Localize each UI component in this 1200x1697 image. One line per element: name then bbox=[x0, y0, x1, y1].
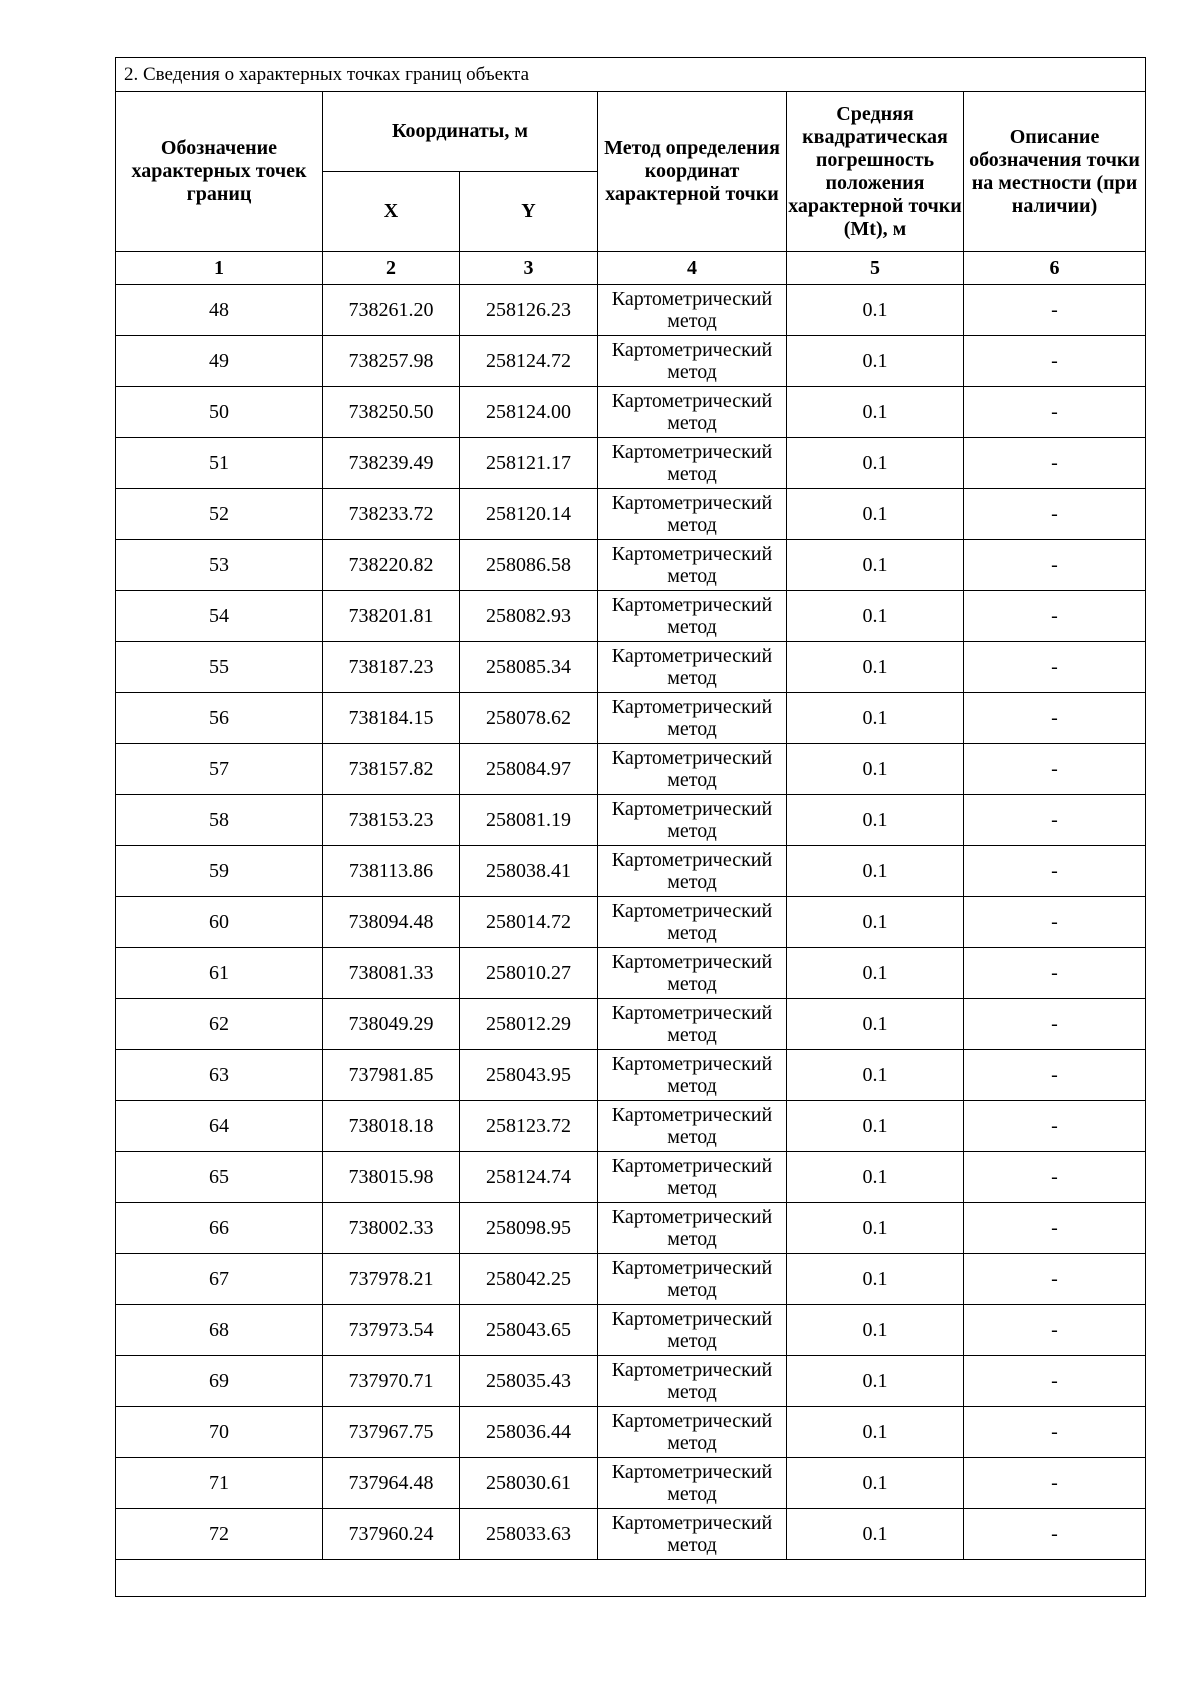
y-coordinate-cell: 258036.44 bbox=[460, 1407, 598, 1458]
table-row bbox=[116, 999, 1146, 1050]
x-coordinate-cell: 738187.23 bbox=[323, 642, 460, 693]
y-coordinate-cell: 258012.29 bbox=[460, 999, 598, 1050]
x-coordinate-cell: 737960.24 bbox=[323, 1509, 460, 1560]
point-cell: 61 bbox=[116, 948, 323, 999]
description-cell: - bbox=[964, 1203, 1146, 1254]
column-number: 5 bbox=[787, 252, 964, 285]
error-cell: 0.1 bbox=[787, 285, 964, 336]
header-method: Метод определения координат характерной точки bbox=[598, 92, 787, 252]
x-coordinate-cell: 738015.98 bbox=[323, 1152, 460, 1203]
error-cell: 0.1 bbox=[787, 1050, 964, 1101]
x-coordinate-cell: 738002.33 bbox=[323, 1203, 460, 1254]
point-cell: 59 bbox=[116, 846, 323, 897]
point-cell: 48 bbox=[116, 285, 323, 336]
x-coordinate-cell: 737978.21 bbox=[323, 1254, 460, 1305]
y-coordinate-cell: 258033.63 bbox=[460, 1509, 598, 1560]
method-cell: Картометрический метод bbox=[598, 1458, 787, 1509]
description-cell: - bbox=[964, 999, 1146, 1050]
description-cell: - bbox=[964, 1254, 1146, 1305]
method-cell: Картометрический метод bbox=[598, 1254, 787, 1305]
x-coordinate-cell: 738257.98 bbox=[323, 336, 460, 387]
y-coordinate-cell: 258086.58 bbox=[460, 540, 598, 591]
table-row bbox=[116, 540, 1146, 591]
method-cell: Картометрический метод bbox=[598, 693, 787, 744]
point-cell: 51 bbox=[116, 438, 323, 489]
method-cell: Картометрический метод bbox=[598, 489, 787, 540]
x-coordinate-cell: 738049.29 bbox=[323, 999, 460, 1050]
y-coordinate-cell: 258124.00 bbox=[460, 387, 598, 438]
description-cell: - bbox=[964, 489, 1146, 540]
error-cell: 0.1 bbox=[787, 846, 964, 897]
header-y: Y bbox=[460, 172, 598, 252]
point-cell: 65 bbox=[116, 1152, 323, 1203]
description-cell: - bbox=[964, 948, 1146, 999]
table-row bbox=[116, 1407, 1146, 1458]
column-number: 4 bbox=[598, 252, 787, 285]
error-cell: 0.1 bbox=[787, 1407, 964, 1458]
method-cell: Картометрический метод bbox=[598, 1152, 787, 1203]
error-cell: 0.1 bbox=[787, 336, 964, 387]
y-coordinate-cell: 258121.17 bbox=[460, 438, 598, 489]
error-cell: 0.1 bbox=[787, 1305, 964, 1356]
error-cell: 0.1 bbox=[787, 1101, 964, 1152]
error-cell: 0.1 bbox=[787, 897, 964, 948]
point-cell: 71 bbox=[116, 1458, 323, 1509]
table-row bbox=[116, 285, 1146, 336]
description-cell: - bbox=[964, 897, 1146, 948]
description-cell: - bbox=[964, 1305, 1146, 1356]
description-cell: - bbox=[964, 795, 1146, 846]
description-cell: - bbox=[964, 1152, 1146, 1203]
y-coordinate-cell: 258124.72 bbox=[460, 336, 598, 387]
point-cell: 67 bbox=[116, 1254, 323, 1305]
table-row bbox=[116, 1152, 1146, 1203]
point-cell: 53 bbox=[116, 540, 323, 591]
error-cell: 0.1 bbox=[787, 591, 964, 642]
table-row bbox=[116, 693, 1146, 744]
method-cell: Картометрический метод bbox=[598, 1305, 787, 1356]
method-cell: Картометрический метод bbox=[598, 1509, 787, 1560]
x-coordinate-cell: 738250.50 bbox=[323, 387, 460, 438]
table-row bbox=[116, 387, 1146, 438]
table-row bbox=[116, 1254, 1146, 1305]
y-coordinate-cell: 258043.95 bbox=[460, 1050, 598, 1101]
description-cell: - bbox=[964, 336, 1146, 387]
table-row bbox=[116, 489, 1146, 540]
point-cell: 52 bbox=[116, 489, 323, 540]
y-coordinate-cell: 258042.25 bbox=[460, 1254, 598, 1305]
x-coordinate-cell: 737967.75 bbox=[323, 1407, 460, 1458]
document-sheet bbox=[115, 57, 1145, 1597]
point-cell: 56 bbox=[116, 693, 323, 744]
method-cell: Картометрический метод bbox=[598, 1407, 787, 1458]
y-coordinate-cell: 258085.34 bbox=[460, 642, 598, 693]
error-cell: 0.1 bbox=[787, 1203, 964, 1254]
y-coordinate-cell: 258126.23 bbox=[460, 285, 598, 336]
y-coordinate-cell: 258098.95 bbox=[460, 1203, 598, 1254]
table-row bbox=[116, 438, 1146, 489]
error-cell: 0.1 bbox=[787, 1509, 964, 1560]
table-row bbox=[116, 1101, 1146, 1152]
point-cell: 62 bbox=[116, 999, 323, 1050]
description-cell: - bbox=[964, 387, 1146, 438]
description-cell: - bbox=[964, 1509, 1146, 1560]
x-coordinate-cell: 738261.20 bbox=[323, 285, 460, 336]
x-coordinate-cell: 738220.82 bbox=[323, 540, 460, 591]
y-coordinate-cell: 258120.14 bbox=[460, 489, 598, 540]
method-cell: Картометрический метод bbox=[598, 897, 787, 948]
y-coordinate-cell: 258124.74 bbox=[460, 1152, 598, 1203]
error-cell: 0.1 bbox=[787, 1152, 964, 1203]
method-cell: Картометрический метод bbox=[598, 438, 787, 489]
table-row bbox=[116, 1305, 1146, 1356]
column-number: 2 bbox=[323, 252, 460, 285]
description-cell: - bbox=[964, 540, 1146, 591]
table-row bbox=[116, 744, 1146, 795]
point-cell: 70 bbox=[116, 1407, 323, 1458]
table-row bbox=[116, 1509, 1146, 1560]
table-row bbox=[116, 948, 1146, 999]
method-cell: Картометрический метод bbox=[598, 387, 787, 438]
description-cell: - bbox=[964, 1407, 1146, 1458]
x-coordinate-cell: 738081.33 bbox=[323, 948, 460, 999]
y-coordinate-cell: 258081.19 bbox=[460, 795, 598, 846]
column-number: 3 bbox=[460, 252, 598, 285]
table-row bbox=[116, 1458, 1146, 1509]
error-cell: 0.1 bbox=[787, 438, 964, 489]
error-cell: 0.1 bbox=[787, 1254, 964, 1305]
method-cell: Картометрический метод bbox=[598, 1101, 787, 1152]
point-cell: 64 bbox=[116, 1101, 323, 1152]
error-cell: 0.1 bbox=[787, 948, 964, 999]
table-row bbox=[116, 1050, 1146, 1101]
point-cell: 66 bbox=[116, 1203, 323, 1254]
description-cell: - bbox=[964, 846, 1146, 897]
method-cell: Картометрический метод bbox=[598, 285, 787, 336]
method-cell: Картометрический метод bbox=[598, 1356, 787, 1407]
method-cell: Картометрический метод bbox=[598, 795, 787, 846]
y-coordinate-cell: 258082.93 bbox=[460, 591, 598, 642]
x-coordinate-cell: 738018.18 bbox=[323, 1101, 460, 1152]
column-number: 6 bbox=[964, 252, 1146, 285]
method-cell: Картометрический метод bbox=[598, 591, 787, 642]
method-cell: Картометрический метод bbox=[598, 1203, 787, 1254]
point-cell: 69 bbox=[116, 1356, 323, 1407]
error-cell: 0.1 bbox=[787, 999, 964, 1050]
table-row bbox=[116, 1356, 1146, 1407]
table-row bbox=[116, 1203, 1146, 1254]
description-cell: - bbox=[964, 642, 1146, 693]
x-coordinate-cell: 737970.71 bbox=[323, 1356, 460, 1407]
method-cell: Картометрический метод bbox=[598, 540, 787, 591]
y-coordinate-cell: 258078.62 bbox=[460, 693, 598, 744]
point-cell: 50 bbox=[116, 387, 323, 438]
y-coordinate-cell: 258123.72 bbox=[460, 1101, 598, 1152]
description-cell: - bbox=[964, 1050, 1146, 1101]
method-cell: Картометрический метод bbox=[598, 336, 787, 387]
table-body bbox=[116, 285, 1146, 1560]
description-cell: - bbox=[964, 1458, 1146, 1509]
table-row bbox=[116, 642, 1146, 693]
x-coordinate-cell: 738201.81 bbox=[323, 591, 460, 642]
point-cell: 68 bbox=[116, 1305, 323, 1356]
table-row bbox=[116, 846, 1146, 897]
table-row bbox=[116, 591, 1146, 642]
error-cell: 0.1 bbox=[787, 1458, 964, 1509]
y-coordinate-cell: 258038.41 bbox=[460, 846, 598, 897]
empty-cell bbox=[116, 1560, 1146, 1597]
x-coordinate-cell: 737981.85 bbox=[323, 1050, 460, 1101]
description-cell: - bbox=[964, 285, 1146, 336]
method-cell: Картометрический метод bbox=[598, 948, 787, 999]
point-cell: 54 bbox=[116, 591, 323, 642]
y-coordinate-cell: 258035.43 bbox=[460, 1356, 598, 1407]
header-description: Описание обозначения точки на местности (при наличии) bbox=[964, 92, 1146, 252]
point-cell: 63 bbox=[116, 1050, 323, 1101]
x-coordinate-cell: 738157.82 bbox=[323, 744, 460, 795]
error-cell: 0.1 bbox=[787, 489, 964, 540]
point-cell: 58 bbox=[116, 795, 323, 846]
description-cell: - bbox=[964, 693, 1146, 744]
point-cell: 72 bbox=[116, 1509, 323, 1560]
header-error: Средняя квадратическая погрешность положения характерной точки (Mt), м bbox=[787, 92, 964, 252]
method-cell: Картометрический метод bbox=[598, 999, 787, 1050]
empty-footer-row bbox=[116, 1560, 1146, 1597]
y-coordinate-cell: 258030.61 bbox=[460, 1458, 598, 1509]
description-cell: - bbox=[964, 438, 1146, 489]
error-cell: 0.1 bbox=[787, 642, 964, 693]
method-cell: Картометрический метод bbox=[598, 642, 787, 693]
x-coordinate-cell: 737964.48 bbox=[323, 1458, 460, 1509]
error-cell: 0.1 bbox=[787, 693, 964, 744]
method-cell: Картометрический метод bbox=[598, 1050, 787, 1101]
header-designation: Обозначение характерных точек границ bbox=[116, 92, 323, 252]
error-cell: 0.1 bbox=[787, 1356, 964, 1407]
header-coordinates: Координаты, м bbox=[323, 92, 598, 172]
table-row bbox=[116, 795, 1146, 846]
method-cell: Картометрический метод bbox=[598, 744, 787, 795]
point-cell: 57 bbox=[116, 744, 323, 795]
y-coordinate-cell: 258014.72 bbox=[460, 897, 598, 948]
x-coordinate-cell: 738094.48 bbox=[323, 897, 460, 948]
x-coordinate-cell: 737973.54 bbox=[323, 1305, 460, 1356]
column-number: 1 bbox=[116, 252, 323, 285]
error-cell: 0.1 bbox=[787, 744, 964, 795]
error-cell: 0.1 bbox=[787, 387, 964, 438]
boundary-points-table bbox=[115, 57, 1146, 1597]
method-cell: Картометрический метод bbox=[598, 846, 787, 897]
y-coordinate-cell: 258043.65 bbox=[460, 1305, 598, 1356]
x-coordinate-cell: 738184.15 bbox=[323, 693, 460, 744]
header-x: X bbox=[323, 172, 460, 252]
x-coordinate-cell: 738113.86 bbox=[323, 846, 460, 897]
error-cell: 0.1 bbox=[787, 540, 964, 591]
description-cell: - bbox=[964, 591, 1146, 642]
description-cell: - bbox=[964, 744, 1146, 795]
point-cell: 49 bbox=[116, 336, 323, 387]
table-row bbox=[116, 897, 1146, 948]
point-cell: 60 bbox=[116, 897, 323, 948]
y-coordinate-cell: 258010.27 bbox=[460, 948, 598, 999]
error-cell: 0.1 bbox=[787, 795, 964, 846]
table-row bbox=[116, 336, 1146, 387]
section-title: 2. Сведения о характерных точках границ объекта bbox=[116, 58, 1146, 92]
point-cell: 55 bbox=[116, 642, 323, 693]
column-numbers-row bbox=[116, 252, 1146, 285]
x-coordinate-cell: 738239.49 bbox=[323, 438, 460, 489]
description-cell: - bbox=[964, 1356, 1146, 1407]
description-cell: - bbox=[964, 1101, 1146, 1152]
x-coordinate-cell: 738233.72 bbox=[323, 489, 460, 540]
x-coordinate-cell: 738153.23 bbox=[323, 795, 460, 846]
y-coordinate-cell: 258084.97 bbox=[460, 744, 598, 795]
